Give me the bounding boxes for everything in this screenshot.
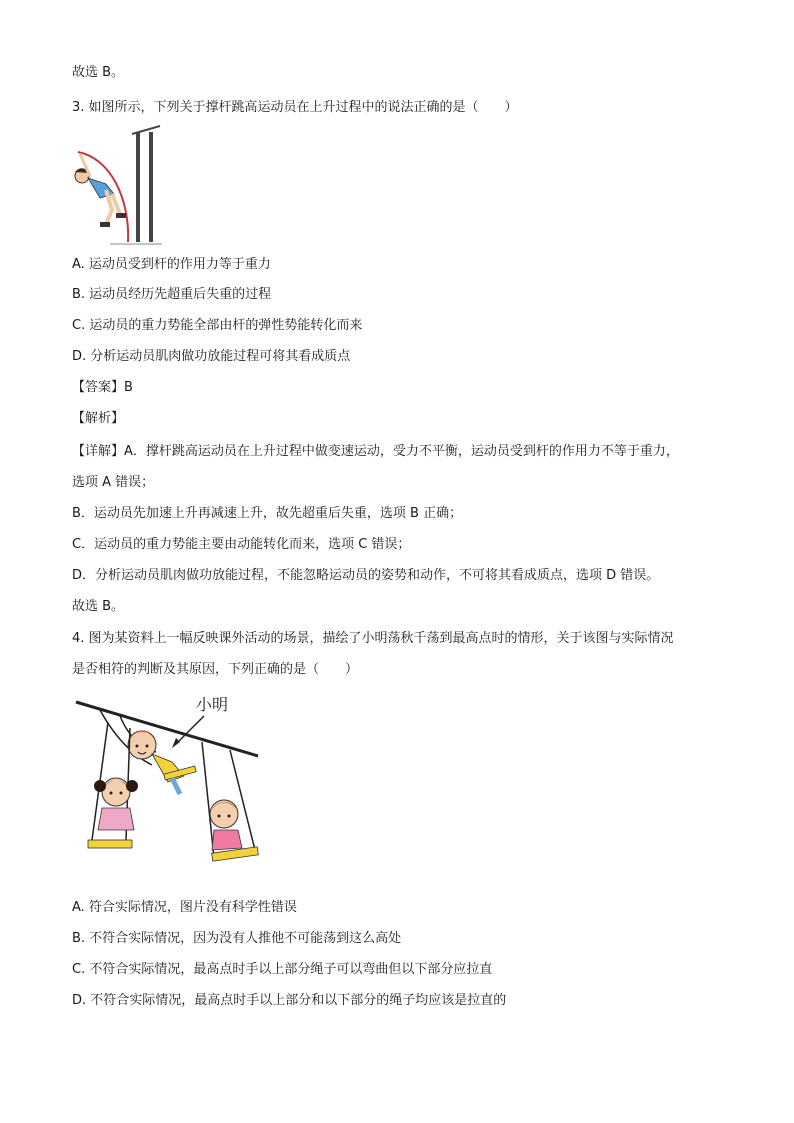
q3-detail-b: B．运动员先加速上升再减速上升，故先超重后失重，选项 B 正确； (72, 506, 463, 521)
xiaoming-label: 小明 (196, 695, 229, 714)
pole-vault-figure (70, 118, 170, 246)
q3-option-a: A. 运动员受到杆的作用力等于重力 (72, 257, 271, 272)
swing-figure (72, 690, 272, 885)
question-4-stem-line2: 是否相符的判断及其原因，下列正确的是（ ） (72, 662, 359, 677)
q4-option-a: A. 符合实际情况，图片没有科学性错误 (72, 900, 297, 915)
q4-option-c: C. 不符合实际情况，最高点时手以上部分绳子可以弯曲但以下部分应拉直 (72, 962, 493, 977)
q4-option-b: B. 不符合实际情况，因为没有人推他不可能荡到这么高处 (72, 931, 402, 946)
q3-option-d: D. 分析运动员肌肉做功放能过程可将其看成质点 (72, 349, 351, 364)
q3-detail-a: 【详解】A．撑杆跳高运动员在上升过程中做变速运动，受力不平衡，运动员受到杆的作用力不等于重力， (72, 444, 679, 459)
q3-option-c: C. 运动员的重力势能全部由杆的弹性势能转化而来 (72, 318, 363, 333)
q3-detail-a-cont: 选项 A 错误； (72, 475, 155, 490)
q3-option-b: B. 运动员经历先超重后失重的过程 (72, 287, 272, 302)
q3-analysis-heading: 【解析】 (72, 411, 125, 426)
q3-conclusion: 故选 B。 (72, 599, 125, 614)
question-3-stem: 3. 如图所示，下列关于撑杆跳高运动员在上升过程中的说法正确的是（ ） (72, 100, 518, 115)
line-conclusion-prev: 故选 B。 (72, 65, 125, 80)
q3-detail-d: D．分析运动员肌肉做功放能过程，不能忽略运动员的姿势和动作，不可将其看成质点，选项 D 错误。 (72, 568, 660, 583)
q3-detail-c: C．运动员的重力势能主要由动能转化而来，选项 C 错误； (72, 537, 411, 552)
q4-option-d: D. 不符合实际情况，最高点时手以上部分和以下部分的绳子均应该是拉直的 (72, 993, 507, 1008)
question-4-stem-line1: 4. 图为某资料上一幅反映课外活动的场景，描绘了小明荡秋千荡到最高点时的情形，关于该图与实际情况 (72, 631, 674, 646)
q3-answer: 【答案】B (72, 380, 133, 395)
